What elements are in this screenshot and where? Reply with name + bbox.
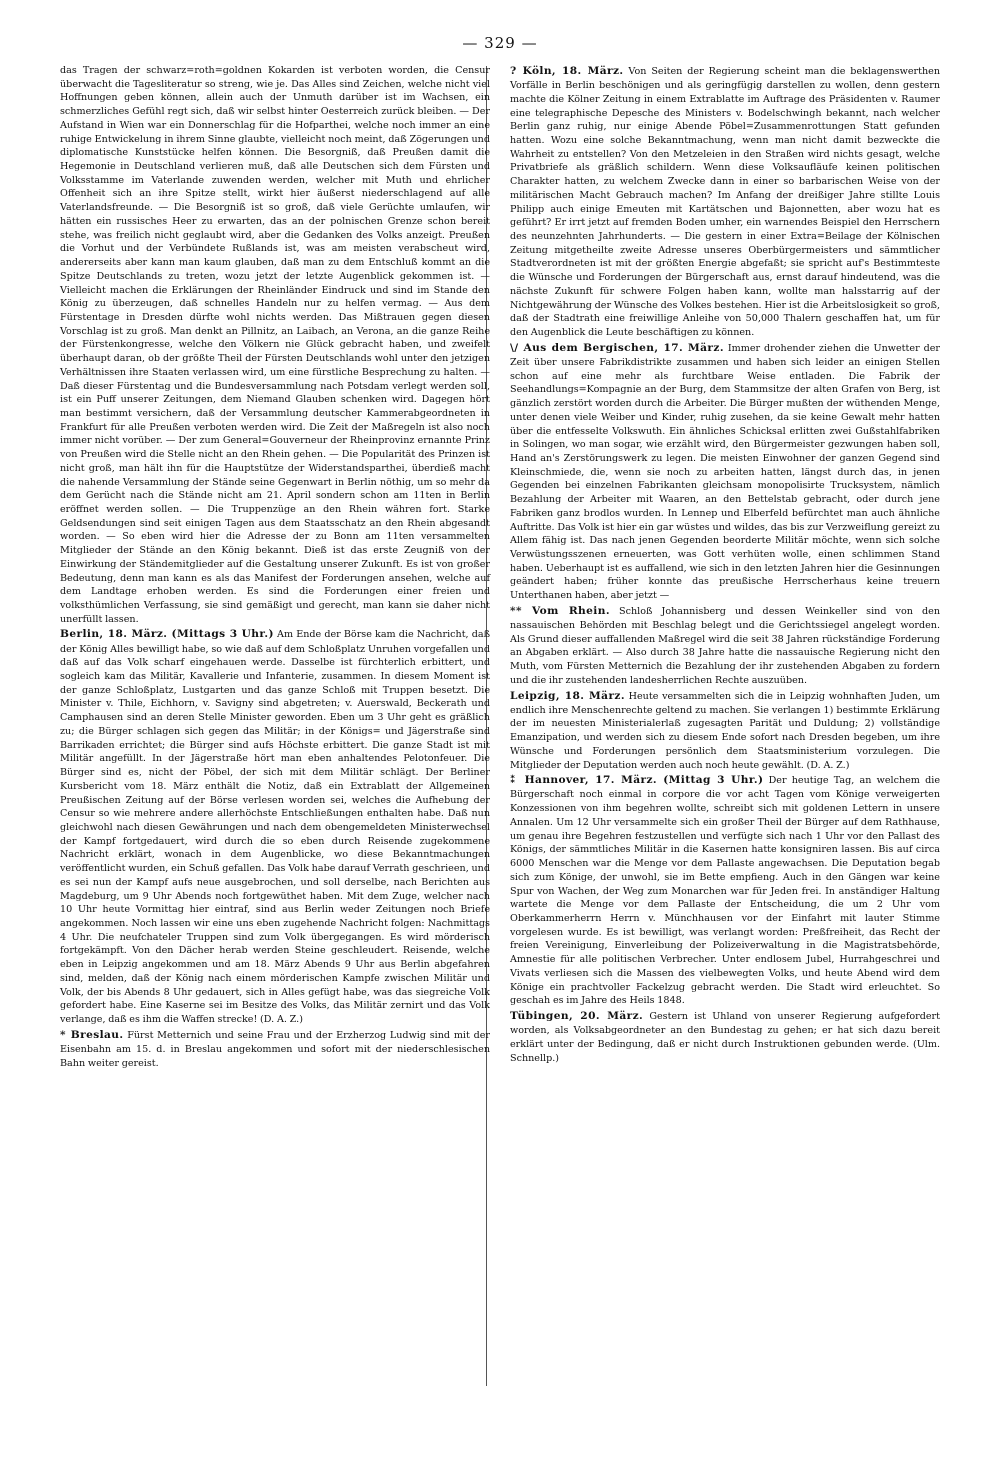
dateline: Berlin, 18. März. (Mittags 3 Uhr.) [60, 628, 274, 641]
dateline: ⁑ Hannover, 17. März. (Mittag 3 Uhr.) [510, 774, 764, 787]
article-paragraph [510, 341, 940, 603]
dateline: * Breslau. [60, 1028, 124, 1041]
dateline: ? Köln, 18. März. [510, 65, 624, 77]
article-text: Immer drohender ziehen die Unwetter der Zeit über unsere Fabrikdistrikte zusammen und haben sich leider an einigen Stellen schon auf eine mehr als furchtbare Weise entladen. Die Fabrik der Seehandlungs=Kompagnie an der Burg, dem Stammsitze der alten Grafen von Berg, ist gänzlich zerstört worden durch die Arbeiter. Die Bürger mußten der wüthenden Menge, unter denen viele Weiber und Kinder, ruhig zusehen, da sie keine Gewalt mehr hatten über die entfesselte Volkswuth. Ein ähnliches Schicksal erlitten zwei Gußstahlfabriken in Solingen, wo man sogar, wie erzählt wird, den Bürgermeister gezwungen haben soll, Hand an's Zerstörungswerk zu legen. Die meisten Einwohner der ganzen Gegend sind Kleinschmiede, die, wenn sie noch zu arbeiten hatten, längst durch das, in jenen Gegenden bei einzelnen Fabrikanten gleichsam monopolisirte Trucksystem, nämlich Bezahlung der Arbeiter mit Waaren, an den Bettelstab gebracht, oder durch jene Fabriken ganz brodlos wurden. In Lennep und Elberfeld befürchtet man auch ähnliche Auftritte. Das Volk ist hier ein gar wüstes und wildes, das bis zur Verzweiflung gereizt zu Allem fähig ist. Das nach jenen Gegenden beorderte Militär möchte, wenn sich solche Verwüstungsszenen erneuerten, was Gott verhüten wolle, einen schlimmen Stand haben. Ueberhaupt ist es auffallend, wie sich in den letzten Jahren hier die Gesinnungen geändert haben; früher konnte das preußische Herrscherhaus keine treuern Unterthanen haben, aber jetzt — [510, 342, 940, 602]
article-text: Schloß Johannisberg und dessen Weinkeller sind von den nassauischen Behörden mit Beschlag belegt und die Gerichtssiegel angelegt worden. Als Grund dieser auffallenden Maßregel wird die seit 38 Jahren rückständige Forderung an Abgaben erklärt. — Also durch 38 Jahre hatte die nassauische Regierung nicht den Muth, vom Fürsten Metternich die Bezahlung der ihr zustehenden Abgaben zu fordern und die ihr zustehenden landesherrlichen Rechte auszuüben. [510, 605, 940, 686]
article-text: Heute versammelten sich die in Leipzig wohnhaften Juden, um endlich ihre Menschenrechte geltend zu machen. Sie verlangen 1) bestimmte Erklärung der im neuesten Ministerialerlaß zugesagten Parität und Duldung; 2) vollständige Emanzipation, und werden sich zu diesem Ende sofort nach Dresden begeben, um ihre Wünsche und Forderungen persönlich dem Staatsministerium vorzulegen. Die Mitglieder der Deputation werden auch noch heute gewählt. (D. A. Z.) [510, 690, 940, 771]
article-paragraph [60, 627, 490, 1026]
article-text: Fürst Metternich und seine Frau und der Erzherzog Ludwig sind mit der Eisenbahn am 15. d. in Breslau angekommen und sofort mit der niederschlesischen Bahn weiter gereist. [60, 1029, 491, 1069]
article-paragraph [60, 1028, 490, 1071]
dateline: Tübingen, 20. März. [510, 1009, 644, 1022]
right-column [510, 64, 940, 1066]
article-paragraph: das Tragen der schwarz=roth=goldnen Kokarden ist verboten worden, die Censur überwacht die Tagesliteratur so streng, wie je. Das Alles sind Zeichen, welche nicht viel Hoffnungen geben können, allein auch der Unmuth darüber ist im Wachsen, ein schmerzliches Gefühl regt sich, daß wir selbst hinter Oesterreich zurück bleiben. — Der Aufstand in Wien war ein Donnerschlag für die Hofparthei, welche noch immer an eine ruhige Entwickelung in ihrem Sinne glaubte, vielleicht noch meint, daß Zögerungen und diplomatische Kunststücke helfen können. Die Besorgniß, daß Preußen damit die Hegemonie in Deutschland verlieren muß, daß alle Deutschen sich dem Fürsten und Volksstamme im Vaterlande zuwenden werden, welcher mit Muth und ehrlicher Offenheit sich an ihre Spitze stellt, wirkt hier äußerst niederschlagend auf alle Vaterlandsfreunde. — Die Besorgniß ist so groß, daß viele Gerüchte umlaufen, wir hätten ein russisches Heer zu erwarten, das an der polnischen Grenze schon bereit stehe, was freilich nicht geglaubt wird, aber die Gedanken des Volks anzeigt. Preußen die Vorhut und der Verbündete Rußlands ist, was am meisten verabscheut wird, andererseits aber kann man kaum glauben, daß man zu dem Entschluß kommt an die Spitze Deutschlands zu treten, wozu jetzt der letzte Augenblick gekommen ist. — Vielleicht machen die Erklärungen der Rheinländer Eindruck und sind im Stande den König zu überzeugen, daß schnelles Handeln nur zu helfen vermag. — Aus dem Fürstentage in Dresden dürfte wohl nichts werden. Das Mißtrauen gegen diesen Vorschlag ist zu groß. Man denkt an Pillnitz, an Laibach, an Verona, an die ganze Reihe der Fürstenkongresse, welche den Völkern nie Glück gebracht haben, und zweifelt überhaupt daran, ob der größte Theil der Fürsten Deutschlands wohl unter den jetzigen Verhältnissen ihre Staaten verlassen wird, um eine fürstliche Besprechung zu halten. — Daß dieser Fürstentag und die Bundesversammlung nach Potsdam verlegt werden soll, ist ein Puff unserer Zeitungen, dem Niemand Glauben schenken wird. Dagegen hört man bestimmt versichern, daß der Versammlung deutscher Kammerabgeordneten in Frankfurt für alle Preußen verboten werden wird. Die Zeit der Maßregeln ist also noch immer nicht vorüber. — Der zum General=Gouverneur der Rheinprovinz ernannte Prinz von Preußen wird die Stelle nicht an den Rhein gehen. — Die Popularität des Prinzen ist nicht groß, man hält ihn für die Hauptstütze der Widerstandsparthei, überdieß macht die nahende Versammlung der Stände seine Gegenwart in Berlin nöthig, um so mehr da dem Gerücht nach die Stände nicht am 21. April sondern schon am 11ten in Berlin eröffnet werden sollen. — Die Truppenzüge an den Rhein währen fort. Starke Geldsendungen sind seit einigen Tagen aus dem Staatsschatz an den Rhein abgesandt worden. — So eben wird hier die Adresse der zu Bonn am 11ten versammelten Mitglieder der Stände an den König bekannt. Dieß ist das erste Zeugniß von der Einwirkung der Ständemitglieder auf die Gestaltung unserer Zukunft. Es ist von großer Bedeutung, denn man kann es als das Manifest der Forderungen ansehen, welche auf dem Landtage erhoben werden. Es sind die Forderungen einer freien und volksthümlichen Verfassung, sie sind gemäßigt und gerecht, man kann sie daher nicht unerfüllt lassen. [60, 65, 490, 625]
article-paragraph [510, 773, 940, 1008]
article-paragraph [510, 689, 940, 773]
dateline: ** Vom Rhein. [510, 604, 610, 617]
article-text: Am Ende der Börse kam die Nachricht, daß der König Alles bewilligt habe, so wie daß auf dem Schloßplatz Unruhen vorgefallen und daß auf das Volk scharf eingehauen werde. Dasselbe ist fürchterlich erbittert, und sogleich kam das Militär, Kavallerie und Infanterie, zusammen. In diesem Moment ist der ganze Schloßplatz, Lustgarten und das ganze Schloß mit Truppen besetzt. Die Minister v. Thile, Eichhorn, v. Savigny sind abgetreten; v. Auerswald, Beckerath und Camphausen sind an deren Stelle Minister geworden. Eben um 3 Uhr geht es gräßlich zu; die Bürger schlagen sich gegen das Militär; in der Königs= und Jägerstraße sind Barrikaden errichtet; die Bürger sind aufs Höchste erbittert. Die ganze Stadt ist mit Militär angefüllt. In der Jägerstraße hört man eben anhaltendes Pelotonfeuer. Die Bürger sind es, nicht der Pöbel, der sich mit dem Militär schlägt. Der Berliner Kursbericht vom 18. März enthält die Notiz, daß ein Extrablatt der Allgemeinen Preußischen Zeitung auf der Börse verlesen worden sei, welches die Aufhebung der Censur so wie mehrere andere allerhöchste Entschließungen enthalten habe. Daß nun gleichwohl nach diesen Gewährungen und nach dem obengemeldeten Ministerwechsel der Kampf fortgedauert, wird durch die so eben durch Reisende zugekommene Nachricht erklärt, wonach in dem Augenblicke, wo diese Bekanntmachungen veröffentlicht wurden, ein Schuß gefallen. Das Volk habe darauf Verrath geschrieen, und es sei nun der Kampf aufs neue ausgebrochen, und soll derselbe, nach Berichten aus Magdeburg, um 9 Uhr Abends noch fortgewüthet haben. Mit dem Zuge, welcher nach 10 Uhr heute Vormittag hier eintraf, sind aus Berlin weder Zeitungen noch Briefe angekommen. Noch lassen wir eine uns eben zugehende Nachricht folgen: Nachmittags 4 Uhr. Die neufchateler Truppen sind zum Volk übergegangen. Es wird mörderisch fortgekämpft. Von den Dächer herab werden Steine geschleudert. Reisende, welche eben in Leipzig angekommen und am 18. März Abends 9 Uhr aus Berlin abgefahren sind, melden, daß der König nach einem mörderischen Kampfe zwischen Militär und Volk, der bis Abends 8 Uhr gedauert, sich in Alles gefügt habe, was das siegreiche Volk gefordert habe. Eine Kaserne sei im Besitze des Volks, das Militär zernirt und das Volk verlange, daß es ihm die Waffen strecke! (D. A. Z.) [60, 629, 490, 1026]
dateline: \/ Aus dem Bergischen, 17. März. [510, 341, 724, 354]
article-paragraph [510, 64, 940, 340]
dateline: Leipzig, 18. März. [510, 689, 625, 702]
article-text: Der heutige Tag, an welchem die Bürgerschaft noch einmal in corpore die vor acht Tagen vom Könige verweigerten Konzessionen von ihm begehren wollte, schreibt sich mit goldenen Lettern in unsere Annalen. Um 12 Uhr versammelte sich ein großer Theil der Bürger auf dem Rathhause, um genau ihre Begehren festzustellen und verfügte sich nach 1 Uhr vor den Pallast des Königs, der sämmtliches Militär in die Kasernen hatte konsigniren lassen. Bis auf circa 6000 Menschen war die Menge vor dem Pallaste angewachsen. Die Deputation begab sich zum Könige, der unwohl, sie im Bette empfieng. Auch in den Gängen war keine Spur von Wachen, der Weg zum Monarchen war für Jeden frei. In anständiger Haltung wartete die Menge vor dem Pallaste der Entscheidung, die um 2 Uhr vom Oberkammerherrn Herrn v. Münchhausen vor der Einfahrt mit lauter Stimme vorgelesen wurde. Es ist bewilligt, was verlangt worden: Preßfreiheit, das Recht der freien Vereinigung, Einverleibung der Polizeiverwaltung in die Magistratsbehörde, Amnestie für alle politischen Verbrecher. Unter endlosem Jubel, Hurrahgeschrei und Vivats verliesen sich die Massen des vielbewegten Volks, und heute Abend wird dem Könige ein prachtvoller Fackelzug gebracht werden. Die Stadt wird erleuchtet. So geschah es im Jahre des Heils 1848. [510, 775, 940, 1007]
article-paragraph [510, 604, 940, 688]
article-text: Gestern ist Uhland von unserer Regierung aufgefordert worden, als Volksabgeordneter an den Bundestag zu gehen; er hat sich dazu bereit erklärt unter der Bedingung, daß er nicht durch Instruktionen gebunden werde. (Ulm. Schnellp.) [510, 1010, 940, 1064]
article-text: Von Seiten der Regierung scheint man die beklagenswerthen Vorfälle in Berlin beschönigen und als geringfügig darstellen zu wollen, denn gestern machte die Kölner Zeitung in einem Extrablatte im Auftrage des Präsidenten v. Raumer eine telegraphische Depesche des Ministers v. Bodelschwingh bekannt, nach welcher Berlin ganz ruhig, nur einige Abende Pöbel=Zusammenrottungen Statt gefunden hatten. Wozu eine solche Bekanntmachung, wenn man nicht damit bezweckte die Wahrheit zu entstellen? Von den Metzeleien in den Straßen wird nichts gesagt, welche Privatbriefe als gräßlich schildern. Wenn diese Volksaufläufe keinen politischen Charakter hatten, zu welchem Zwecke dann in einer so barbarischen Weise von der militärischen Macht Gebrauch machen? Im Anfang der dreißiger Jahre stillte Louis Philipp auch einige Emeuten mit Kartätschen und Bajonnetten, aber wozu hat es geführt? Er irrt jetzt auf fremden Boden umher, ein warnendes Beispiel den Herrschern des neunzehnten Jahrhunderts. — Die gestern in einer Extra=Beilage der Kölnischen Zeitung mitgetheilte zweite Adresse unseres Oberbürgermeisters und sämmtlicher Stadtverordneten ist mit der größten Energie abgefaßt; sie spricht auf's Bestimmteste die Wünsche und Forderungen der Bürgerschaft aus, ernst darauf hindeutend, was die nächste Zukunft für schwere Folgen haben kann, wollte man halsstarrig auf der Nichtgewährung der Wünsche des Volkes bestehen. Hier ist die Arbeitslosigkeit so groß, daß der Stadtrath eine freiwillige Anleihe von 50,000 Thalern geschaffen hat, um für den Augenblick die Leute beschäftigen zu können. [510, 66, 941, 339]
article-paragraph [510, 1009, 940, 1065]
page-number: — 329 — [462, 34, 538, 52]
left-column [60, 64, 490, 1071]
